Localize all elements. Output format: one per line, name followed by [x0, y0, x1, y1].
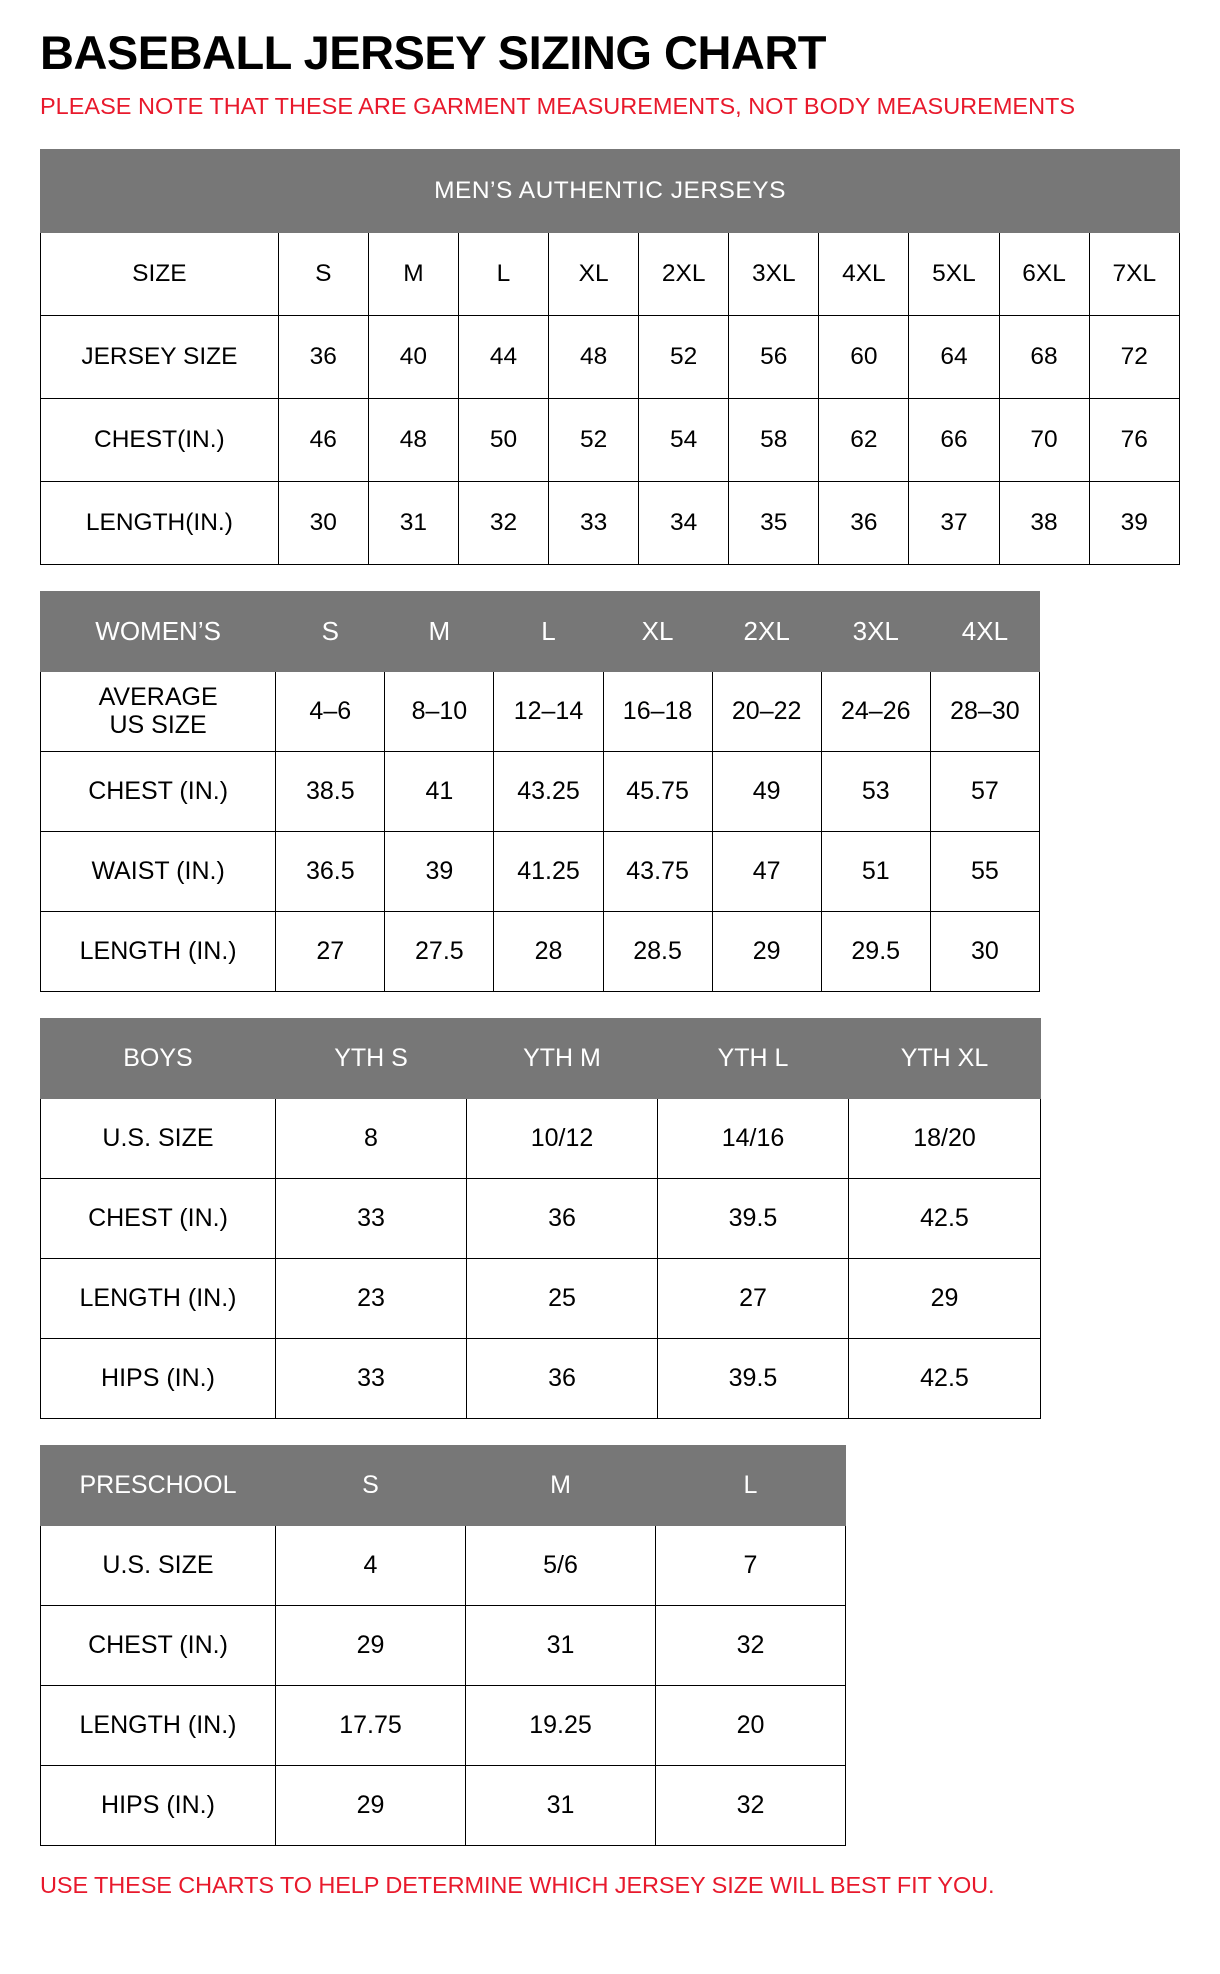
- cell: 18/20: [849, 1098, 1041, 1178]
- cell: 41.25: [494, 831, 603, 911]
- cell: 56: [729, 315, 819, 398]
- size-header: 6XL: [999, 232, 1089, 315]
- cell: 72: [1089, 315, 1179, 398]
- cell: 64: [909, 315, 999, 398]
- row-label: LENGTH (IN.): [41, 1685, 276, 1765]
- size-header: XL: [549, 232, 639, 315]
- cell: 28.5: [603, 911, 712, 991]
- cell: 38.5: [276, 751, 385, 831]
- garment-measurement-note: PLEASE NOTE THAT THESE ARE GARMENT MEASUREMENTS, NOT BODY MEASUREMENTS: [40, 93, 1076, 120]
- row-label: HIPS (IN.): [41, 1338, 276, 1418]
- cell: 57: [930, 751, 1039, 831]
- cell: 10/12: [467, 1098, 658, 1178]
- size-header: S: [276, 1445, 466, 1525]
- cell: 28–30: [930, 671, 1039, 751]
- mens-sizing-table: [40, 149, 1180, 565]
- size-header: L: [458, 232, 548, 315]
- cell: 62: [819, 398, 909, 481]
- cell: 24–26: [821, 671, 930, 751]
- cell: 14/16: [658, 1098, 849, 1178]
- table-row: [41, 1525, 846, 1605]
- cell: 49: [712, 751, 821, 831]
- row-label: LENGTH (IN.): [41, 911, 276, 991]
- cell: 35: [729, 481, 819, 564]
- size-header: 5XL: [909, 232, 999, 315]
- cell: 39: [385, 831, 494, 911]
- row-label: U.S. SIZE: [41, 1525, 276, 1605]
- cell: 54: [639, 398, 729, 481]
- cell: 31: [368, 481, 458, 564]
- cell: 41: [385, 751, 494, 831]
- cell: 20–22: [712, 671, 821, 751]
- table-row: [41, 481, 1180, 564]
- row-label: LENGTH(IN.): [41, 481, 279, 564]
- cell: 51: [821, 831, 930, 911]
- cell: 38: [999, 481, 1089, 564]
- size-header: XL: [603, 591, 712, 671]
- cell: 23: [276, 1258, 467, 1338]
- table-header-row: [41, 591, 1040, 671]
- boys-sizing-table: [40, 1018, 1041, 1419]
- table-row: [41, 1685, 846, 1765]
- row-label: [41, 671, 276, 751]
- cell: 4: [276, 1525, 466, 1605]
- cell: 55: [930, 831, 1039, 911]
- size-header: M: [466, 1445, 656, 1525]
- cell: 19.25: [466, 1685, 656, 1765]
- cell: 5/6: [466, 1525, 656, 1605]
- cell: 48: [368, 398, 458, 481]
- table-header-row: [41, 1445, 846, 1525]
- cell: 46: [278, 398, 368, 481]
- cell: 48: [549, 315, 639, 398]
- size-header: 4XL: [819, 232, 909, 315]
- cell: 27.5: [385, 911, 494, 991]
- cell: 36: [467, 1178, 658, 1258]
- cell: 53: [821, 751, 930, 831]
- cell: 30: [930, 911, 1039, 991]
- size-header: S: [278, 232, 368, 315]
- cell: 16–18: [603, 671, 712, 751]
- cell: 66: [909, 398, 999, 481]
- row-label: WAIST (IN.): [41, 831, 276, 911]
- table-row: [41, 398, 1180, 481]
- size-header: S: [276, 591, 385, 671]
- cell: 29: [276, 1765, 466, 1845]
- cell: 17.75: [276, 1685, 466, 1765]
- cell: 27: [658, 1258, 849, 1338]
- cell: 32: [656, 1765, 846, 1845]
- size-header: 3XL: [821, 591, 930, 671]
- row-label-line1: AVERAGE: [98, 683, 218, 712]
- size-header: M: [368, 232, 458, 315]
- cell: 33: [276, 1178, 467, 1258]
- size-header: 2XL: [639, 232, 729, 315]
- page-title: BASEBALL JERSEY SIZING CHART: [40, 26, 826, 79]
- cell: 29: [276, 1605, 466, 1685]
- table-header-row: [41, 1018, 1041, 1098]
- cell: 31: [466, 1605, 656, 1685]
- row-label: CHEST(IN.): [41, 398, 279, 481]
- table-row: [41, 1258, 1041, 1338]
- table-row: [41, 1098, 1041, 1178]
- table-row: [41, 1605, 846, 1685]
- preschool-sizing-table: [40, 1445, 846, 1846]
- cell: 7: [656, 1525, 846, 1605]
- size-header: YTH S: [276, 1018, 467, 1098]
- row-label: SIZE: [41, 232, 279, 315]
- footer-note: USE THESE CHARTS TO HELP DETERMINE WHICH JERSEY SIZE WILL BEST FIT YOU.: [40, 1871, 995, 1898]
- cell: 36: [467, 1338, 658, 1418]
- cell: 50: [458, 398, 548, 481]
- table-row: [41, 1338, 1041, 1418]
- womens-sizing-table: [40, 591, 1040, 992]
- cell: 43.75: [603, 831, 712, 911]
- cell: 33: [549, 481, 639, 564]
- cell: 12–14: [494, 671, 603, 751]
- size-header: M: [385, 591, 494, 671]
- row-label: CHEST (IN.): [41, 751, 276, 831]
- size-header: YTH L: [658, 1018, 849, 1098]
- preschool-label: PRESCHOOL: [41, 1445, 276, 1525]
- size-header: YTH M: [467, 1018, 658, 1098]
- cell: 58: [729, 398, 819, 481]
- cell: 42.5: [849, 1338, 1041, 1418]
- table-row: [41, 1178, 1041, 1258]
- mens-banner: MEN’S AUTHENTIC JERSEYS: [41, 149, 1180, 232]
- size-header: L: [656, 1445, 846, 1525]
- cell: 29: [849, 1258, 1041, 1338]
- row-label-line2: US SIZE: [109, 711, 207, 740]
- table-row: [41, 751, 1040, 831]
- cell: 52: [639, 315, 729, 398]
- size-header: 7XL: [1089, 232, 1179, 315]
- cell: 47: [712, 831, 821, 911]
- cell: 36: [278, 315, 368, 398]
- cell: 36: [819, 481, 909, 564]
- cell: 27: [276, 911, 385, 991]
- cell: 32: [656, 1605, 846, 1685]
- row-label: LENGTH (IN.): [41, 1258, 276, 1338]
- size-header: L: [494, 591, 603, 671]
- cell: 28: [494, 911, 603, 991]
- cell: 31: [466, 1765, 656, 1845]
- table-row: [41, 831, 1040, 911]
- cell: 60: [819, 315, 909, 398]
- cell: 8: [276, 1098, 467, 1178]
- table-row: [41, 232, 1180, 315]
- size-header: YTH XL: [849, 1018, 1041, 1098]
- cell: 70: [999, 398, 1089, 481]
- cell: 68: [999, 315, 1089, 398]
- cell: 36.5: [276, 831, 385, 911]
- cell: 44: [458, 315, 548, 398]
- row-label: U.S. SIZE: [41, 1098, 276, 1178]
- table-row: [41, 671, 1040, 751]
- cell: 32: [458, 481, 548, 564]
- womens-label: WOMEN’S: [41, 591, 276, 671]
- table-row: [41, 1765, 846, 1845]
- cell: 43.25: [494, 751, 603, 831]
- cell: 29: [712, 911, 821, 991]
- row-label: JERSEY SIZE: [41, 315, 279, 398]
- cell: 40: [368, 315, 458, 398]
- row-label: CHEST (IN.): [41, 1178, 276, 1258]
- cell: 76: [1089, 398, 1179, 481]
- size-header: 3XL: [729, 232, 819, 315]
- cell: 39: [1089, 481, 1179, 564]
- cell: 52: [549, 398, 639, 481]
- cell: 29.5: [821, 911, 930, 991]
- row-label: HIPS (IN.): [41, 1765, 276, 1845]
- cell: 42.5: [849, 1178, 1041, 1258]
- cell: 33: [276, 1338, 467, 1418]
- size-header: 2XL: [712, 591, 821, 671]
- cell: 39.5: [658, 1338, 849, 1418]
- cell: 39.5: [658, 1178, 849, 1258]
- table-banner-row: [41, 149, 1180, 232]
- size-header: 4XL: [930, 591, 1039, 671]
- cell: 25: [467, 1258, 658, 1338]
- cell: 20: [656, 1685, 846, 1765]
- cell: 45.75: [603, 751, 712, 831]
- cell: 8–10: [385, 671, 494, 751]
- table-row: [41, 315, 1180, 398]
- cell: 30: [278, 481, 368, 564]
- cell: 4–6: [276, 671, 385, 751]
- cell: 37: [909, 481, 999, 564]
- row-label: CHEST (IN.): [41, 1605, 276, 1685]
- boys-label: BOYS: [41, 1018, 276, 1098]
- cell: 34: [639, 481, 729, 564]
- table-row: [41, 911, 1040, 991]
